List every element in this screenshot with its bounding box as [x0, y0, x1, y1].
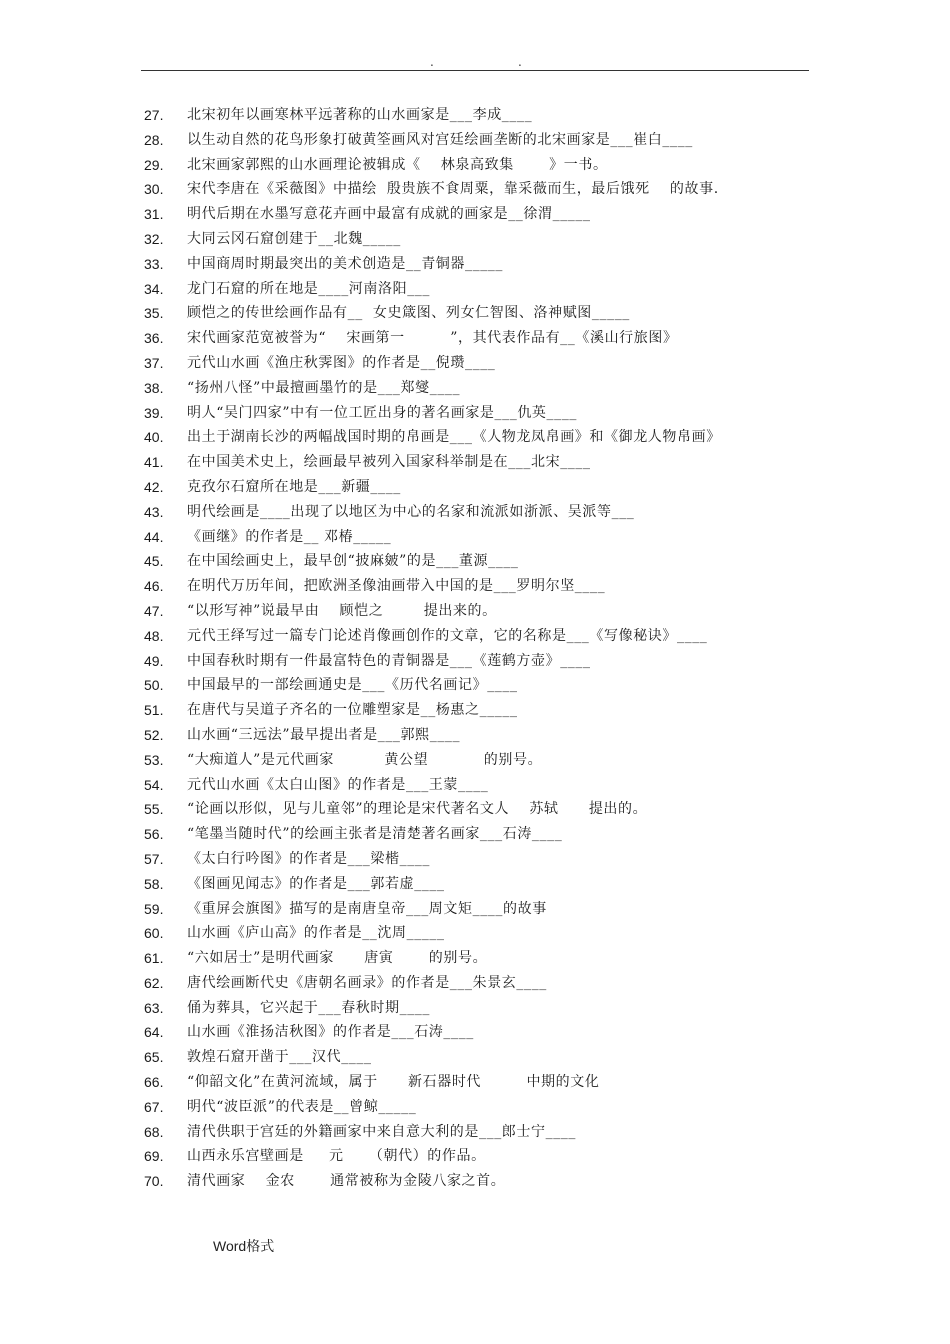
question-text: 中国春秋时期有一件最富特色的青铜器是___《莲鹤方壶》____ [187, 652, 591, 669]
question-number: 33. [144, 255, 164, 272]
question-text: 在唐代与吴道子齐名的一位雕塑家是__杨惠之_____ [187, 702, 518, 719]
question-number: 47. [144, 602, 164, 619]
question-number: 27. [144, 107, 164, 123]
question-text: 俑为葬具，它兴起于___春秋时期____ [187, 999, 430, 1016]
question-text: 克孜尔石窟所在地是___新疆____ [187, 478, 401, 495]
question-text: 明代后期在水墨写意花卉画中最富有成就的画家是__徐渭_____ [187, 206, 591, 223]
question-number: 70. [144, 1173, 164, 1190]
question-text: “以形写神”说最早由 顾恺之 提出来的。 [187, 602, 497, 619]
question-number: 67. [144, 1098, 164, 1115]
question-item [0, 1169, 950, 1194]
question-item [0, 574, 950, 599]
question-item [0, 301, 950, 326]
question-item [0, 921, 950, 946]
question-item [0, 847, 950, 872]
question-item [0, 326, 950, 351]
question-number: 38. [144, 379, 164, 396]
question-item [0, 351, 950, 376]
question-number: 56. [144, 826, 164, 843]
question-item [0, 401, 950, 426]
question-item [0, 252, 950, 277]
question-number: 37. [144, 354, 164, 371]
question-text: “大痴道人”是元代画家 黄公望 的别号。 [187, 751, 543, 768]
question-text: 明人“吴门四家”中有一位工匠出身的著名画家是___仇英____ [187, 404, 577, 421]
question-item [0, 202, 950, 227]
question-number: 46. [144, 578, 164, 595]
header-dot-left: . [430, 55, 434, 69]
question-item [0, 475, 950, 500]
question-number: 34. [144, 280, 164, 297]
question-item [0, 872, 950, 897]
question-number: 57. [144, 850, 164, 867]
question-number: 30. [144, 181, 164, 198]
question-item [0, 1020, 950, 1045]
question-item [0, 773, 950, 798]
question-number: 63. [144, 999, 164, 1016]
question-text: 《图画见闻志》的作者是___郭若虚____ [187, 875, 445, 892]
question-item [0, 971, 950, 996]
question-text: 顾恺之的传世绘画作品有__ 女史箴图、列女仁智图、洛神赋图_____ [187, 305, 630, 322]
header-rule [141, 70, 809, 71]
question-number: 31. [144, 206, 164, 223]
question-item [0, 1095, 950, 1120]
question-number: 44. [144, 528, 164, 545]
question-text: “仰韶文化”在黄河流域，属于 新石器时代 中期的文化 [187, 1074, 600, 1091]
question-number: 54. [144, 776, 164, 793]
question-number: 61. [144, 950, 164, 967]
question-number: 28. [144, 131, 164, 148]
question-number: 40. [144, 429, 164, 446]
question-item [0, 376, 950, 401]
question-text: 元代王绎写过一篇专门论述肖像画创作的文章，它的名称是___《写像秘诀》____ [187, 627, 708, 644]
question-item [0, 897, 950, 922]
question-text: 清代画家 金农 通常被称为金陵八家之首。 [187, 1173, 506, 1190]
question-text: 唐代绘画断代史《唐朝名画录》的作者是___朱景玄____ [187, 974, 547, 991]
question-text: 《太白行吟图》的作者是___梁楷____ [187, 850, 430, 867]
question-number: 36. [144, 330, 164, 347]
question-text: 宋代李唐在《采薇图》中描绘 殷贵族不食周粟，靠采薇而生，最后饿死 的故事. [187, 181, 719, 198]
question-item [0, 1120, 950, 1145]
question-text: 在明代万历年间，把欧洲圣像油画带入中国的是___罗明尔坚____ [187, 578, 606, 595]
question-number: 64. [144, 1024, 164, 1041]
question-number: 42. [144, 478, 164, 495]
question-number: 43. [144, 503, 164, 520]
question-number: 58. [144, 875, 164, 892]
question-number: 52. [144, 726, 164, 743]
question-number: 60. [144, 925, 164, 942]
question-number: 48. [144, 627, 164, 644]
question-text: 北宋初年以画寒林平远著称的山水画家是___李成____ [187, 107, 533, 123]
question-item [0, 525, 950, 550]
question-item [0, 797, 950, 822]
question-text: 《重屏会旗图》描写的是南唐皇帝___周文矩____的故事 [187, 900, 547, 917]
question-text: 元代山水画《渔庄秋霁图》的作者是__倪瓒____ [187, 354, 496, 371]
question-item [0, 103, 950, 128]
question-item [0, 748, 950, 773]
question-item [0, 1144, 950, 1169]
question-item [0, 425, 950, 450]
question-text: 明代“波臣派”的代表是__曾鲸_____ [187, 1098, 417, 1115]
question-text: 敦煌石窟开凿于___汉代____ [187, 1049, 372, 1066]
question-text: “扬州八怪”中最擅画墨竹的是___郑燮____ [187, 379, 461, 396]
question-text: 明代绘画是____出现了以地区为中心的名家和流派如浙派、吴派等___ [187, 503, 635, 520]
question-number: 35. [144, 305, 164, 322]
question-text: 中国商周时期最突出的美术创造是__青铜器_____ [187, 255, 503, 272]
question-number: 62. [144, 974, 164, 991]
question-text: 中国最早的一部绘画通史是___《历代名画记》____ [187, 677, 518, 694]
question-text: “笔墨当随时代”的绘画主张者是清楚著名画家___石涛____ [187, 826, 563, 843]
question-text: 山水画《淮扬洁秋图》的作者是___石涛____ [187, 1024, 474, 1041]
question-text: 在中国绘画史上，最早创“披麻皴”的是___董源____ [187, 553, 519, 570]
question-number: 69. [144, 1148, 164, 1165]
question-item [0, 128, 950, 153]
question-item [0, 599, 950, 624]
question-number: 66. [144, 1074, 164, 1091]
question-item [0, 673, 950, 698]
question-number: 41. [144, 454, 164, 471]
question-number: 59. [144, 900, 164, 917]
question-number: 55. [144, 801, 164, 818]
question-item [0, 1070, 950, 1095]
question-text: 山水画《庐山高》的作者是__沈周_____ [187, 925, 445, 942]
question-item [0, 500, 950, 525]
question-item [0, 649, 950, 674]
question-text: 以生动自然的花鸟形象打破黄筌画风对宫廷绘画垄断的北宋画家是___崔白____ [187, 131, 693, 148]
question-text: 《画继》的作者是__ 邓椿_____ [187, 528, 392, 545]
page-footer: Word格式 [213, 1238, 275, 1254]
question-item [0, 698, 950, 723]
question-item [0, 549, 950, 574]
question-number: 51. [144, 702, 164, 719]
question-item [0, 1045, 950, 1070]
question-item [0, 153, 950, 178]
question-item [0, 277, 950, 302]
question-item [0, 450, 950, 475]
question-item [0, 946, 950, 971]
question-item [0, 996, 950, 1021]
question-number: 39. [144, 404, 164, 421]
header-dot-right: . [518, 55, 522, 69]
question-item [0, 227, 950, 252]
question-text: 北宋画家郭熙的山水画理论被辑成《 林泉高致集 》一书。 [187, 156, 608, 173]
question-item [0, 177, 950, 202]
question-text: 清代供职于宫廷的外籍画家中来自意大利的是___郎士宁____ [187, 1123, 576, 1140]
question-number: 49. [144, 652, 164, 669]
question-number: 50. [144, 677, 164, 694]
question-text: 大同云冈石窟创建于__北魏_____ [187, 230, 401, 247]
question-text: 在中国美术史上，绘画最早被列入国家科举制是在___北宋____ [187, 454, 591, 471]
question-text: 山水画“三远法”最早提出者是___郭熙____ [187, 726, 461, 743]
question-item [0, 822, 950, 847]
question-text: “论画以形似，见与儿童邻”的理论是宋代著名文人 苏轼 提出的。 [187, 801, 648, 818]
question-number: 65. [144, 1049, 164, 1066]
question-number: 45. [144, 553, 164, 570]
question-text: 龙门石窟的所在地是____河南洛阳___ [187, 280, 430, 297]
question-number: 68. [144, 1123, 164, 1140]
question-number: 32. [144, 230, 164, 247]
question-text: 出土于湖南长沙的两幅战国时期的帛画是___《人物龙凤帛画》和《御龙人物帛画》 [187, 429, 721, 446]
question-text: 山西永乐宫壁画是 元 （朝代）的作品。 [187, 1148, 486, 1165]
question-text: “六如居士”是明代画家 唐寅 的别号。 [187, 950, 488, 967]
question-number: 53. [144, 751, 164, 768]
question-item [0, 723, 950, 748]
question-item [0, 624, 950, 649]
question-list [0, 103, 950, 1194]
question-number: 29. [144, 156, 164, 173]
question-text: 宋代画家范宽被誉为“ 宋画第一 ”，其代表作品有__《溪山行旅图》 [187, 330, 678, 347]
question-text: 元代山水画《太白山图》的作者是___王蒙____ [187, 776, 489, 793]
